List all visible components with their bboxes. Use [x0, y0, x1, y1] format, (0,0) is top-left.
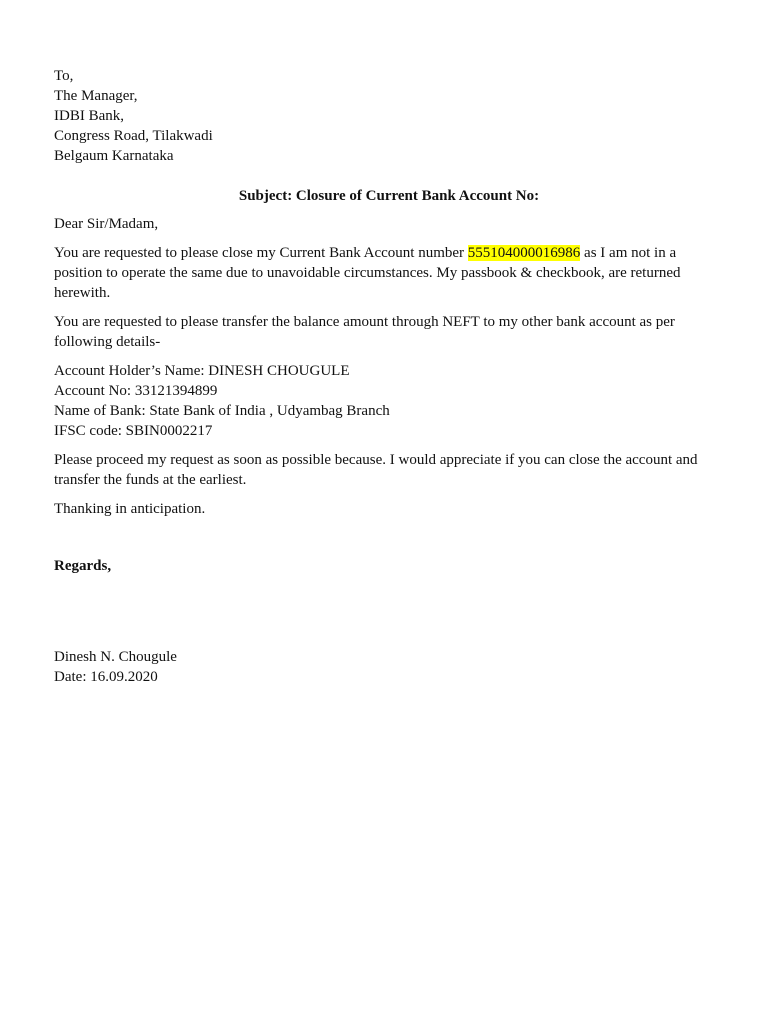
paragraph-proceed-request: Please proceed my request as soon as possible because. I would appreciate if you can close the account and transfer the funds at the earliest.: [54, 452, 698, 488]
letter-page: [54, 66, 724, 687]
address-line-manager: The Manager,: [54, 88, 138, 104]
address-line-to: To,: [54, 68, 74, 84]
address-line-city: Belgaum Karnataka: [54, 148, 174, 164]
salutation: Dear Sir/Madam,: [54, 216, 159, 232]
address-line-bank: IDBI Bank,: [54, 108, 124, 124]
paragraph-closure-request: [54, 243, 724, 303]
subject-line: Subject: Closure of Current Bank Account No:: [238, 188, 540, 204]
detail-holder-name: Account Holder’s Name: DINESH CHOUGULE: [54, 363, 350, 379]
highlighted-account-number: 555104000016986: [467, 245, 581, 261]
signature-name: Dinesh N. Chougule: [54, 649, 177, 665]
address-line-street: Congress Road, Tilakwadi: [54, 128, 213, 144]
detail-ifsc-code: IFSC code: SBIN0002217: [54, 423, 213, 439]
regards-closing: Regards,: [54, 558, 112, 574]
thanks-line: Thanking in anticipation.: [54, 501, 206, 517]
detail-account-number: Account No: 33121394899: [54, 383, 218, 399]
paragraph-closure-text-before: You are requested to please close my Current Bank Account number: [54, 245, 468, 261]
paragraph-closure-text-after: as I am not in a position to operate the same due to unavoidable circumstances. My passbook & checkbook, are returned herewith.: [54, 245, 681, 301]
transfer-details: [54, 361, 724, 441]
recipient-address: [54, 66, 724, 166]
detail-bank-name: Name of Bank: State Bank of India , Udyambag Branch: [54, 403, 390, 419]
signature-block: [54, 647, 724, 687]
paragraph-transfer-request: You are requested to please transfer the balance amount through NEFT to my other bank account as per following details-: [54, 314, 675, 350]
signature-date: Date: 16.09.2020: [54, 669, 158, 685]
